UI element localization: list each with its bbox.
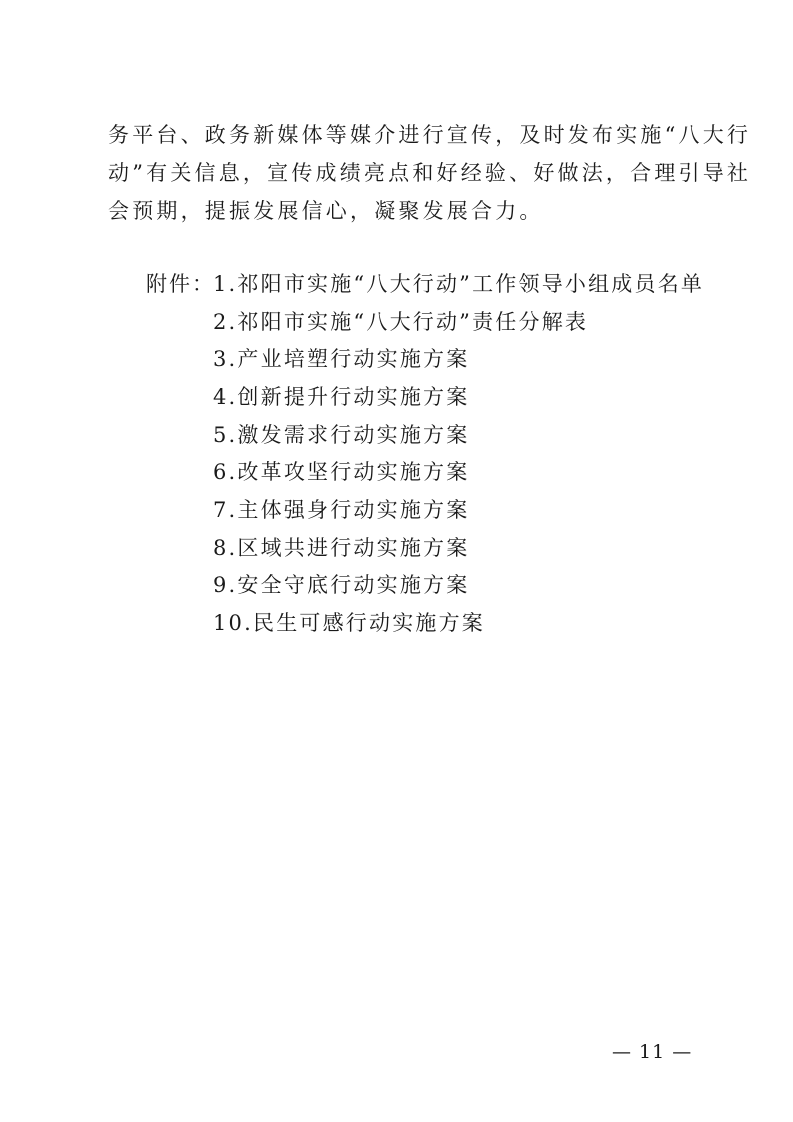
attachment-item-7: 7.主体强身行动实施方案 — [213, 498, 470, 522]
attachment-item-10: 10.民生可感行动实施方案 — [213, 611, 485, 635]
attachment-item-4: 4.创新提升行动实施方案 — [213, 385, 470, 409]
attachments-label: 附件： — [146, 272, 215, 296]
paragraph-line-1: 务平台、政务新媒体等媒介进行宣传，及时发布实施“八大行 — [108, 123, 752, 147]
attachment-item-8: 8.区域共进行动实施方案 — [213, 536, 470, 560]
attachment-item-2: 2.祁阳市实施“八大行动”责任分解表 — [213, 310, 589, 334]
paragraph-line-3: 会预期，提振发展信心，凝聚发展合力。 — [108, 199, 544, 223]
attachment-item-9: 9.安全守底行动实施方案 — [213, 573, 470, 597]
paragraph-line-2: 动”有关信息，宣传成绩亮点和好经验、好做法，合理引导社 — [108, 161, 752, 185]
attachment-item-3: 3.产业培塑行动实施方案 — [213, 347, 470, 371]
attachment-item-5: 5.激发需求行动实施方案 — [213, 423, 470, 447]
attachment-item-6: 6.改革攻坚行动实施方案 — [213, 460, 470, 484]
page-number: — 11 — — [612, 1041, 693, 1063]
attachment-item-1: 1.祁阳市实施“八大行动”工作领导小组成员名单 — [213, 272, 705, 296]
